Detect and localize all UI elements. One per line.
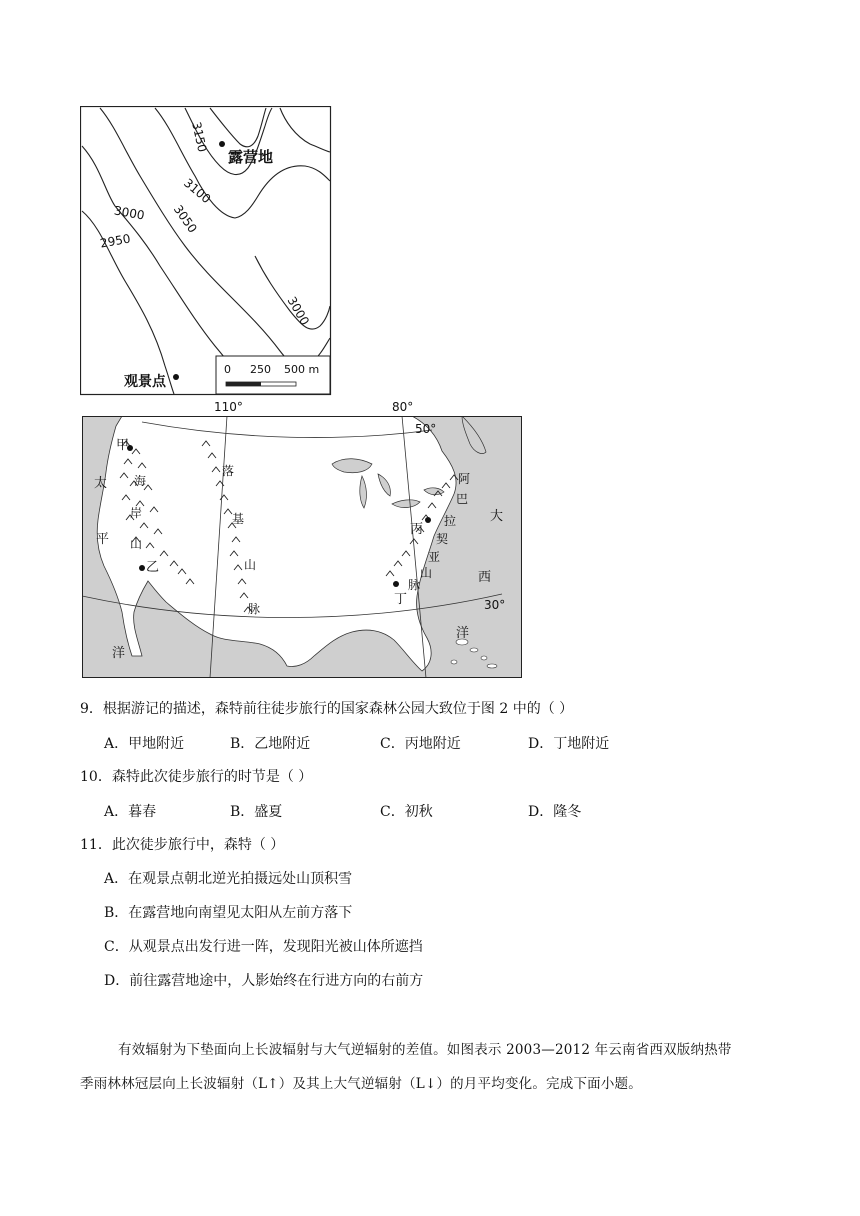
- viewpoint-marker: [173, 374, 179, 380]
- passage-line: 有效辐射为下垫面向上长波辐射与大气逆辐射的差值。如图表示 2003—2012 年云南省西双版纳热带: [118, 1042, 732, 1058]
- camp-marker: [219, 141, 225, 147]
- question-stem: 11．此次徒步旅行中，森特（ ）: [80, 837, 285, 853]
- option-d[interactable]: D．丁地附近: [528, 736, 610, 752]
- question-stem: 10．森特此次徒步旅行的时节是（ ）: [80, 769, 313, 785]
- option-b[interactable]: B．在露营地向南望见太阳从左前方落下: [104, 905, 353, 921]
- mountain-label: 山: [420, 566, 433, 580]
- scale-zero: 0: [224, 363, 231, 376]
- place-label-jia: 甲: [116, 438, 130, 453]
- mountain-label: 脉: [408, 578, 421, 592]
- scale-mid: 250: [250, 363, 271, 376]
- mountain-label: 拉: [444, 514, 457, 528]
- scale-end: 500 m: [284, 363, 320, 376]
- option-a[interactable]: A．甲地附近: [104, 736, 185, 752]
- ocean-label: 太: [94, 476, 108, 491]
- contour-label: 3050: [170, 202, 200, 236]
- option-c[interactable]: C．丙地附近: [380, 736, 461, 752]
- mountain-label: 基: [232, 512, 245, 526]
- ocean-label: 洋: [112, 646, 126, 661]
- mountain-label: 山: [244, 558, 257, 572]
- contour-label: 3150: [189, 120, 210, 154]
- mountain-label: 契: [436, 532, 449, 546]
- mountain-label: 亚: [428, 550, 441, 564]
- longitude-label: 110°: [214, 400, 243, 414]
- camp-label: 露营地: [228, 148, 274, 166]
- latitude-label: 30°: [484, 598, 506, 612]
- option-c[interactable]: C．从观景点出发行进一阵，发现阳光被山体所遮挡: [104, 939, 423, 955]
- mountain-label: 岸: [130, 506, 143, 520]
- mountain-label: 落: [222, 464, 235, 478]
- option-b[interactable]: B．乙地附近: [230, 736, 311, 752]
- ocean-label: 平: [96, 532, 110, 547]
- contour-label: 3100: [181, 175, 214, 207]
- place-marker-bing: [425, 517, 431, 523]
- ocean-label: 大: [490, 509, 504, 524]
- viewpoint-label: 观景点: [124, 374, 166, 390]
- ocean-label: 洋: [456, 626, 470, 641]
- latitude-label: 50°: [415, 422, 437, 436]
- mountain-label: 山: [130, 537, 143, 551]
- option-d[interactable]: D．前往露营地途中，人影始终在行进方向的右前方: [104, 973, 424, 989]
- option-c[interactable]: C．初秋: [380, 804, 433, 820]
- passage-line: 季雨林林冠层向上长波辐射（L↑）及其上大气逆辐射（L↓）的月平均变化。完成下面小题。: [80, 1076, 642, 1092]
- option-a[interactable]: A．暮春: [104, 804, 157, 820]
- contour-label: 3000: [284, 294, 312, 328]
- option-d[interactable]: D．隆冬: [528, 804, 582, 820]
- ocean-label: 西: [478, 570, 492, 585]
- option-b[interactable]: B．盛夏: [230, 804, 283, 820]
- place-label-ding: 丁: [394, 592, 408, 607]
- place-label-bing: 丙: [410, 522, 424, 537]
- mountain-label: 脉: [248, 602, 261, 616]
- contour-label: 2950: [99, 231, 132, 251]
- mountain-label: 阿: [458, 472, 471, 486]
- question-stem: 9．根据游记的描述，森特前往徒步旅行的国家森林公园大致位于图 2 中的（ ）: [80, 701, 574, 717]
- longitude-label: 80°: [392, 400, 414, 414]
- option-a[interactable]: A．在观景点朝北逆光拍摄远处山顶积雪: [104, 871, 353, 887]
- mountain-label: 巴: [456, 492, 469, 506]
- mountain-label: 海: [134, 474, 147, 488]
- place-marker-ding: [393, 581, 399, 587]
- place-label-yi: 乙: [146, 560, 160, 575]
- place-marker-yi: [139, 565, 145, 571]
- contour-label: 3000: [113, 203, 146, 223]
